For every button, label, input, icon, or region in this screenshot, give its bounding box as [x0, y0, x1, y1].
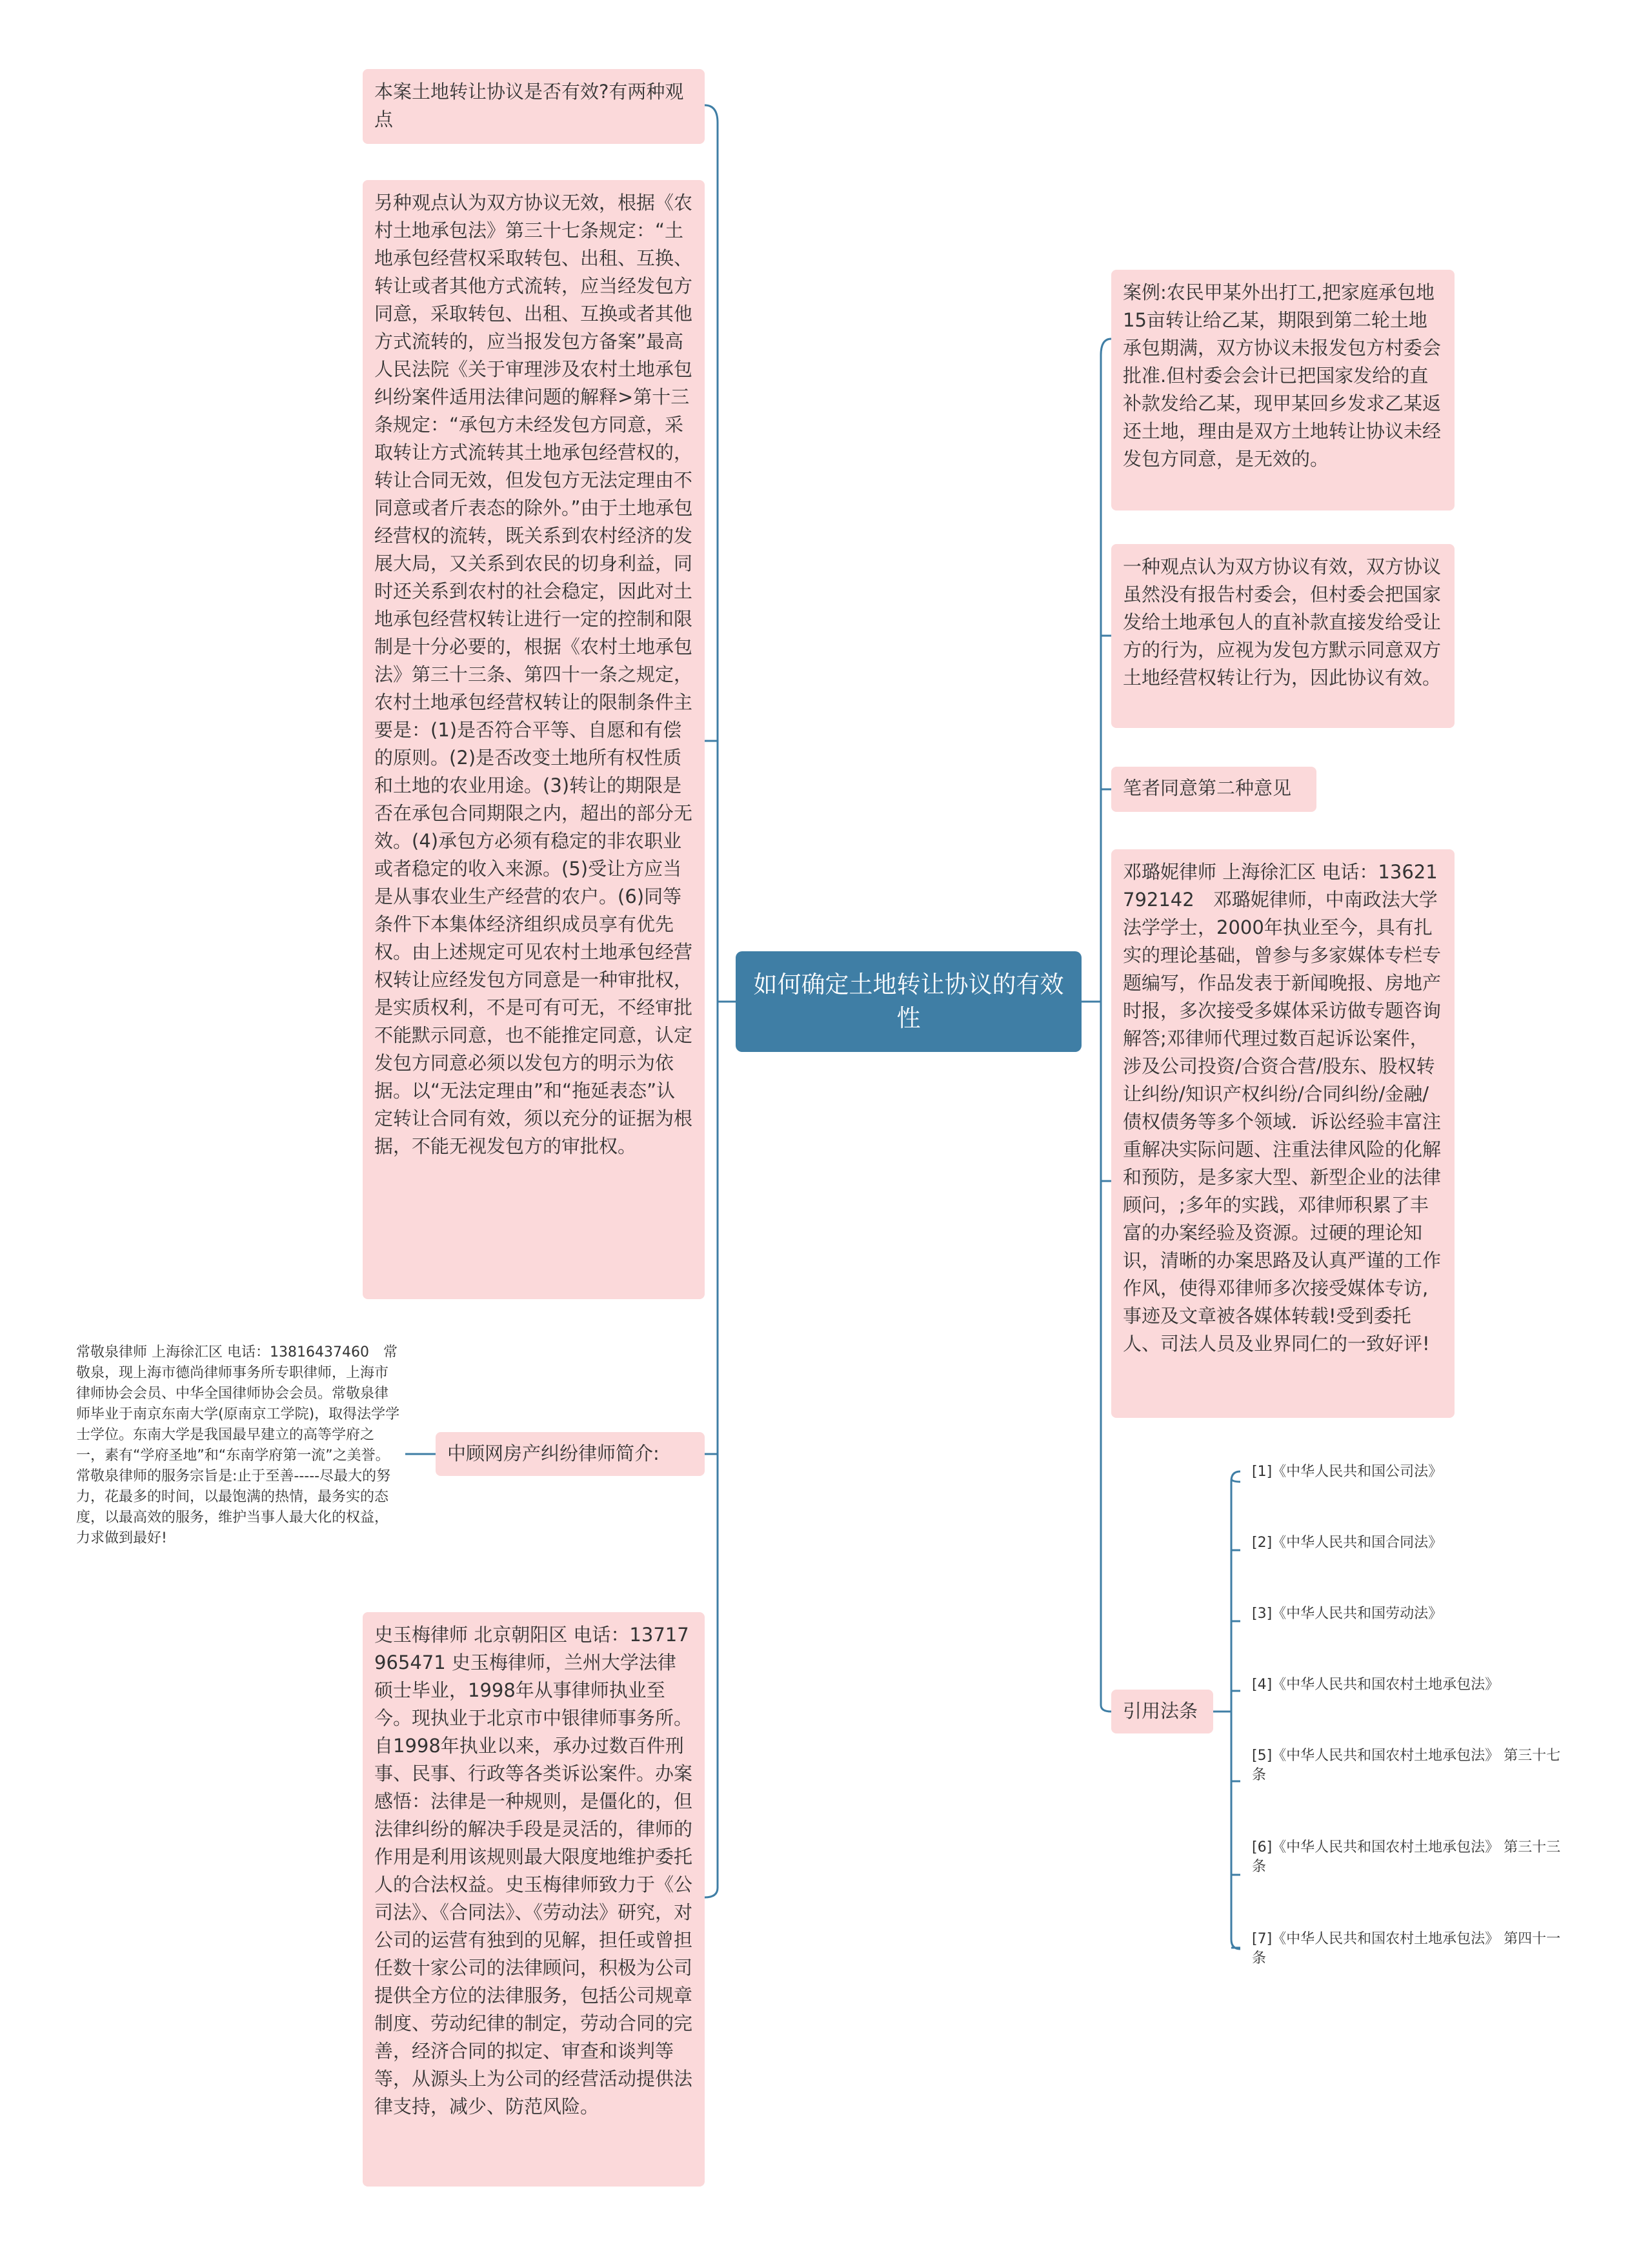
left-invalid-view[interactable]: 另种观点认为双方协议无效，根据《农村土地承包法》第三十七条规定：“土地承包经营权采取转包、出租、互换、转让或者其他方式流转，应当经发包方同意，采取转包、出租、互换或者其他方式流转的，应当报发包方备案”最高人民法院《关于审理涉及农村土地承包纠纷案件适用法律问题的解释>第十三条规定：“承包方未经发包方同意，采取转让方式流转其土地承包经营权的，转让合同无效，但发包方无法定理由不同意或者斤表态的除外。”由于土地承包经营权的流转，既关系到农村经济的发展大局，又关系到农民的切身利益，同时还关系到农村的社会稳定，因此对土地承包经营权转让进行一定的控制和限制是十分必要的，根据《农村土地承包法》第三十三条、第四十一条之规定，农村土地承包经营权转让的限制条件主要是：(1)是否符合平等、自愿和有偿的原则。(2)是否改变土地所有权性质和土地的农业用途。(3)转让的期限是否在承包合同期限之内，超出的部分无效。(4)承包方必须有稳定的非农职业或者稳定的收入来源。(5)受让方应当是从事农业生产经营的农户。(6)同等条件下本集体经济组织成员享有优先权。由上述规定可见农村土地承包经营权转让应经发包方同意是一种审批权，是实质权利，不是可有可无，不经审批不能默示同意，也不能推定同意，认定发包方同意必须以发包方的明示为依据。以“无法定理由”和“拖延表态”认定转让合同有效，须以充分的证据为根据，不能无视发包方的审批权。: [363, 180, 705, 1299]
right-lawyer-deng[interactable]: 邓璐妮律师 上海徐汇区 电话：13621792142 邓璐妮律师，中南政法大学法学学士，2000年执业至今，具有扎实的理论基础，曾参与多家媒体专栏专题编写，作品发表于新闻晚报、房地产时报，多次接受多媒体采访做专题咨询解答;邓律师代理过数百起诉讼案件，涉及公司投资/合资合营/股东、股权转让纠纷/知识产权纠纷/合同纠纷/金融/债权债务等多个领域．诉讼经验丰富注重解决实际问题、注重法律风险的化解和预防，是多家大型、新型企业的法律顾问，;多年的实践，邓律师积累了丰富的办案经验及资源。过硬的理论知识，清晰的办案思路及认真严谨的工作作风，使得邓律师多次接受媒体专访,事迹及文章被各媒体转载!受到委托人、司法人员及业界同仁的一致好评!: [1111, 849, 1455, 1418]
citation-item[interactable]: [7]《中华人民共和国农村土地承包法》 第四十一条: [1252, 1931, 1561, 1966]
lawyer-chang[interactable]: 常敬泉律师 上海徐汇区 电话：13816437460 常敬泉，现上海市德尚律师事务所专职律师，上海市律师协会会员、中华全国律师协会会员。常敬泉律师毕业于南京东南大学(原南京工学院)，取得法学学士学位。东南大学是我国最早建立的高等学府之一，素有“学府圣地”和“东南学府第一流”之美誉。常敬泉律师的服务宗旨是:止于至善-----尽最大的努力，花最多的时间，以最饱满的热情，最务实的态度，以最高效的服务，维护当事人最大化的权益，力求做到最好!: [76, 1344, 400, 1546]
citation-item[interactable]: [4]《中华人民共和国农村土地承包法》: [1252, 1677, 1500, 1693]
link-left-4: [705, 1888, 718, 1897]
right-valid-view[interactable]: 一种观点认为双方协议有效，双方协议虽然没有报告村委会，但村委会把国家发给土地承包人的直补款直接发给受让方的行为，应视为发包方默示同意双方土地经营权转让行为，因此协议有效。: [1111, 544, 1455, 728]
root-topic[interactable]: 如何确定土地转让协议的有效性: [736, 951, 1082, 1052]
left-lawyer-intro[interactable]: 中顾网房产纠纷律师简介:: [436, 1432, 705, 1476]
left-lawyer-shi[interactable]: 史玉梅律师 北京朝阳区 电话：13717965471 史玉梅律师，兰州大学法律硕士毕业，1998年从事律师执业至今。现执业于北京市中银律师事务所。 自1998年执业以来，承办过数百件刑事、民事、行政等各类诉讼案件。办案感悟：法律是一种规则，是僵化的，但法律纠纷的解决手段是灵活的，律师的作用是利用该规则最大限度地维护委托人的合法权益。史玉梅律师致力于《公司法》、《合同法》、《劳动法》研究，对公司的运营有独到的见解，担任或曾担任数十家公司的法律顾问，积极为公司提供全方位的法律服务，包括公司规章制度、劳动纪律的制定，劳动合同的完善，经济合同的拟定、审查和谈判等等，从源头上为公司的经营活动提供法律支持，减少、防范风险。: [363, 1612, 705, 2187]
right-case[interactable]: 案例:农民甲某外出打工,把家庭承包地15亩转让给乙某，期限到第二轮土地承包期满，双方协议未报发包方村委会批准.但村委会会计已把国家发给的直补款发给乙某，现甲某回乡发求乙某返还土地，理由是双方土地转让协议未经发包方同意，是无效的。: [1111, 270, 1455, 510]
link-cite-spine: [1231, 1471, 1240, 1949]
citation-item[interactable]: [6]《中华人民共和国农村土地承包法》 第三十三条: [1252, 1839, 1561, 1875]
link-right-1: [1101, 339, 1111, 355]
link-right-5: [1101, 1705, 1111, 1712]
right-citations[interactable]: 引用法条: [1111, 1690, 1213, 1733]
citation-item[interactable]: [2]《中华人民共和国合同法》: [1252, 1535, 1443, 1551]
link-left-1: [705, 105, 718, 123]
citation-item[interactable]: [5]《中华人民共和国农村土地承包法》 第三十七条: [1252, 1748, 1561, 1783]
citation-item[interactable]: [3]《中华人民共和国劳动法》: [1252, 1606, 1443, 1622]
left-question[interactable]: 本案土地转让协议是否有效?有两种观点: [363, 69, 705, 144]
link-cite-1: [1231, 1479, 1240, 1482]
citation-item[interactable]: [1]《中华人民共和国公司法》: [1252, 1464, 1443, 1480]
right-author-opinion[interactable]: 笔者同意第二种意见: [1111, 767, 1316, 812]
